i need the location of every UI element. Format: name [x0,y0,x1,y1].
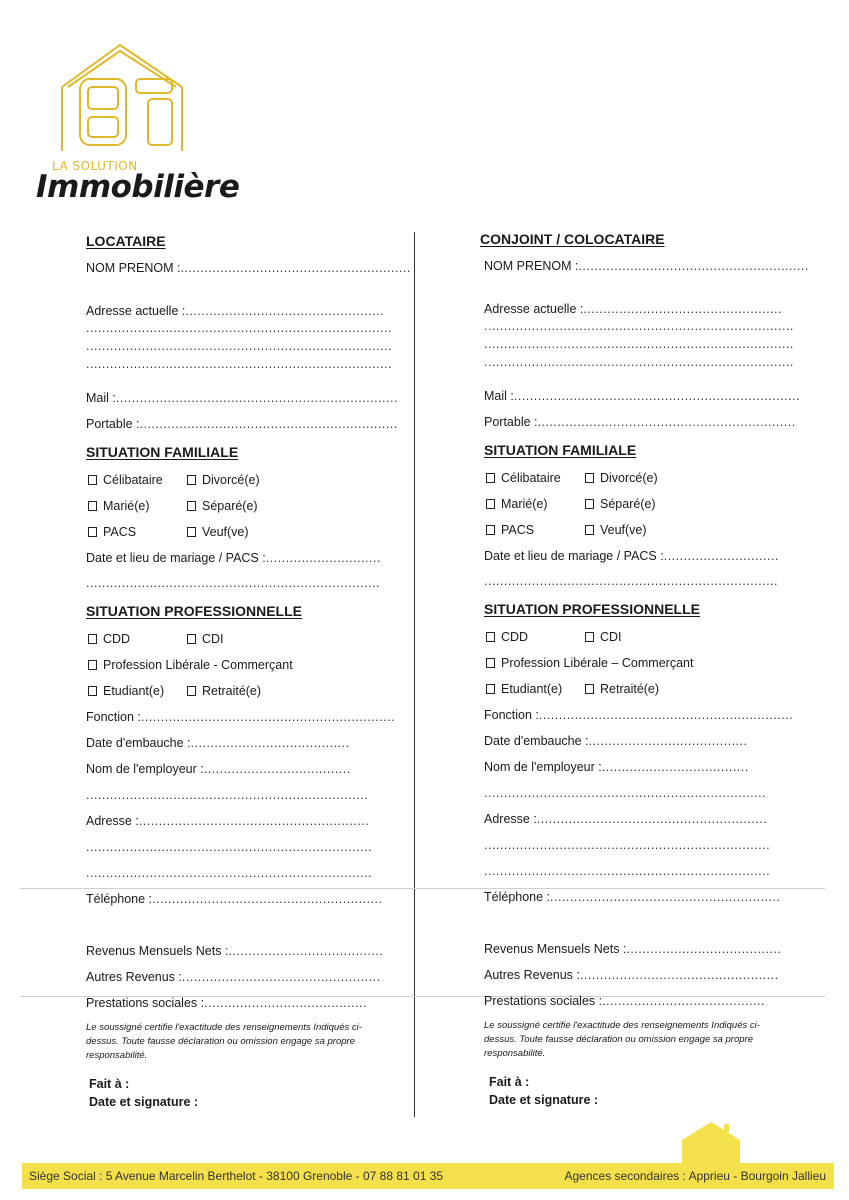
adresse-line[interactable]: .............................................................................. [484,355,794,369]
cdd-label: CDD [501,630,529,644]
nom-prenom-field[interactable]: NOM PRENOM :.......................................................... [484,259,809,273]
situation-familiale-heading: SITUATION FAMILIALE [484,442,637,458]
adresse-employeur-field[interactable]: Adresse :.......................................................... [86,814,370,828]
nom-prenom-label: NOM PRENOM : [484,259,579,273]
company-logo [30,35,240,205]
cdi-checkbox[interactable] [187,632,224,646]
employeur-field[interactable]: Nom de l'employeur :..................................... [484,760,749,774]
adresse-line[interactable]: .............................................................................. [484,337,794,351]
embauche-label: Date d'embauche : [484,734,589,748]
checkbox-icon [88,686,97,696]
checkbox-icon [486,473,495,483]
fonction-label: Fonction : [86,710,141,724]
nom-prenom-field[interactable]: NOM PRENOM :.......................................................... [86,261,411,275]
prestations-field[interactable]: Prestations sociales :......................................... [86,996,367,1010]
celibataire-label: Célibataire [103,473,163,487]
retraite-checkbox[interactable] [585,682,659,696]
adresse-employeur-line[interactable]: ........................................................................ [86,866,373,880]
adresse-employeur-line[interactable]: ........................................................................ [484,838,771,852]
mariage-label: Date et lieu de mariage / PACS : [484,549,664,563]
celibataire-checkbox[interactable] [486,471,561,485]
logo-tagline: LA SOLUTION [52,159,138,173]
adresse-employeur-label: Adresse : [86,814,139,828]
separe-label: Séparé(e) [202,499,258,513]
mail-field[interactable]: Mail :........................................................................ [484,389,800,403]
marie-checkbox[interactable] [88,499,150,513]
mariage-field[interactable]: Date et lieu de mariage / PACS :............................. [86,551,381,565]
autres-revenus-label: Autres Revenus : [86,970,182,984]
retraite-checkbox[interactable] [187,684,261,698]
mail-field[interactable]: Mail :....................................................................... [86,391,398,405]
telephone-field[interactable]: Téléphone :.......................................................... [484,890,781,904]
adresse-employeur-field[interactable]: Adresse :.......................................................... [484,812,768,826]
cdd-checkbox[interactable] [88,632,130,646]
checkbox-icon [486,632,495,642]
revenus-field[interactable]: Revenus Mensuels Nets :....................................... [484,942,782,956]
veuf-checkbox[interactable] [187,525,249,539]
checkbox-icon [486,499,495,509]
embauche-field[interactable]: Date d'embauche :........................................ [484,734,748,748]
adresse-field[interactable]: Adresse actuelle :.................................................. [86,304,385,318]
checkbox-icon [187,686,196,696]
checkbox-icon [486,658,495,668]
pacs-label: PACS [501,523,535,537]
date-signature-label: Date et signature : [489,1093,599,1107]
cdi-checkbox[interactable] [585,630,622,644]
mariage-label: Date et lieu de mariage / PACS : [86,551,266,565]
adresse-employeur-label: Adresse : [484,812,537,826]
employeur-label: Nom de l'employeur : [484,760,602,774]
pacs-checkbox[interactable] [486,523,534,537]
fait-a-label: Fait à : [89,1077,130,1091]
embauche-field[interactable]: Date d'embauche :........................................ [86,736,350,750]
date-signature-label: Date et signature : [89,1095,199,1109]
fonction-field[interactable]: Fonction :................................................................ [484,708,794,722]
telephone-label: Téléphone : [86,892,153,906]
employeur-field[interactable]: Nom de l'employeur :..................................... [86,762,351,776]
celibataire-checkbox[interactable] [88,473,163,487]
celibataire-label: Célibataire [501,471,561,485]
checkbox-icon [88,501,97,511]
locataire-heading: LOCATAIRE [86,233,166,249]
fonction-field[interactable]: Fonction :................................................................ [86,710,396,724]
separe-checkbox[interactable] [585,497,656,511]
checkbox-icon [187,501,196,511]
mail-label: Mail : [86,391,116,405]
adresse-line[interactable]: ............................................................................. [86,357,392,371]
telephone-label: Téléphone : [484,890,551,904]
etudiant-label: Etudiant(e) [501,682,563,696]
prestations-label: Prestations sociales : [484,994,603,1008]
adresse-employeur-line[interactable]: ........................................................................ [484,864,771,878]
adresse-label: Adresse actuelle : [484,302,584,316]
situation-professionnelle-heading: SITUATION PROFESSIONNELLE [86,603,302,619]
footer-bar [22,1163,834,1189]
mariage-line[interactable]: .......................................................................... [86,576,380,590]
adresse-line[interactable]: ............................................................................. [86,321,392,335]
liberale-checkbox[interactable] [486,656,693,670]
cdi-label: CDI [202,632,224,646]
cdd-checkbox[interactable] [486,630,528,644]
checkbox-icon [585,499,594,509]
liberale-label: Profession Libérale - Commerçant [103,658,293,672]
etudiant-label: Etudiant(e) [103,684,165,698]
autres-revenus-field[interactable]: Autres Revenus :.................................................. [484,968,779,982]
siege-social-text: Siège Social : 5 Avenue Marcelin Berthelot - 38100 Grenoble - 07 88 81 01 35 [29,1169,444,1183]
revenus-field[interactable]: Revenus Mensuels Nets :....................................... [86,944,384,958]
logo-brand: Immobilière [36,169,240,205]
portable-field[interactable]: Portable :................................................................. [484,415,796,429]
checkbox-icon [486,525,495,535]
nom-prenom-label: NOM PRENOM : [86,261,181,275]
mariage-field[interactable]: Date et lieu de mariage / PACS :............................. [484,549,779,563]
marie-checkbox[interactable] [486,497,548,511]
checkbox-icon [585,525,594,535]
veuf-label: Veuf(ve) [202,525,249,539]
certification-text: Le soussigné certifie l'exactitude des renseignements Indiqués ci-dessus. Toute fausse déclaration ou omission engage sa propre responsabilité. [86,1022,362,1061]
separe-checkbox[interactable] [187,499,258,513]
checkbox-icon [486,684,495,694]
checkbox-icon [187,634,196,644]
house-logo-icon [58,39,198,159]
liberale-checkbox[interactable] [88,658,293,672]
marie-label: Marié(e) [103,499,150,513]
employeur-line[interactable]: ....................................................................... [86,788,369,802]
revenus-label: Revenus Mensuels Nets : [484,942,627,956]
etudiant-checkbox[interactable] [88,684,164,698]
separe-label: Séparé(e) [600,497,656,511]
adresse-line[interactable]: ............................................................................. [86,339,392,353]
retraite-label: Retraité(e) [600,682,660,696]
checkbox-icon [585,473,594,483]
marie-label: Marié(e) [501,497,548,511]
adresse-line[interactable]: .............................................................................. [484,319,794,333]
autres-revenus-label: Autres Revenus : [484,968,580,982]
column-divider [414,232,415,1117]
employeur-line[interactable]: ....................................................................... [484,786,767,800]
mariage-line[interactable]: .......................................................................... [484,574,778,588]
checkbox-icon [88,527,97,537]
situation-familiale-heading: SITUATION FAMILIALE [86,444,239,460]
prestations-field[interactable]: Prestations sociales :......................................... [484,994,765,1008]
adresse-field[interactable]: Adresse actuelle :.................................................. [484,302,783,316]
conjoint-heading: CONJOINT / COLOCATAIRE [480,231,665,247]
etudiant-checkbox[interactable] [486,682,562,696]
fait-a-label: Fait à : [489,1075,530,1089]
adresse-label: Adresse actuelle : [86,304,186,318]
divorce-label: Divorcé(e) [600,471,658,485]
telephone-field[interactable]: Téléphone :.......................................................... [86,892,383,906]
checkbox-icon [88,660,97,670]
checkbox-icon [187,527,196,537]
mail-label: Mail : [484,389,514,403]
portable-label: Portable : [86,417,140,431]
cdi-label: CDI [600,630,622,644]
certification-text: Le soussigné certifie l'exactitude des renseignements Indiqués ci-dessus. Toute fausse déclaration ou omission engage sa propre responsabilité. [484,1020,760,1059]
autres-revenus-field[interactable]: Autres Revenus :.................................................. [86,970,381,984]
house-icon [682,1122,740,1164]
fonction-label: Fonction : [484,708,539,722]
embauche-label: Date d'embauche : [86,736,191,750]
divorce-checkbox[interactable] [585,471,658,485]
checkbox-icon [187,475,196,485]
retraite-label: Retraité(e) [202,684,262,698]
portable-field[interactable]: Portable :................................................................. [86,417,398,431]
cdd-label: CDD [103,632,131,646]
checkbox-icon [88,634,97,644]
checkbox-icon [585,684,594,694]
pacs-label: PACS [103,525,137,539]
divorce-label: Divorcé(e) [202,473,260,487]
adresse-employeur-line[interactable]: ........................................................................ [86,840,373,854]
divorce-checkbox[interactable] [187,473,260,487]
veuf-label: Veuf(ve) [600,523,647,537]
checkbox-icon [585,632,594,642]
scan-line [20,888,825,889]
veuf-checkbox[interactable] [585,523,647,537]
situation-professionnelle-heading: SITUATION PROFESSIONNELLE [484,601,700,617]
portable-label: Portable : [484,415,538,429]
pacs-checkbox[interactable] [88,525,136,539]
liberale-label: Profession Libérale – Commerçant [501,656,694,670]
employeur-label: Nom de l'employeur : [86,762,204,776]
checkbox-icon [88,475,97,485]
agences-text: Agences secondaires : Apprieu - Bourgoin Jallieu [564,1169,826,1183]
revenus-label: Revenus Mensuels Nets : [86,944,229,958]
prestations-label: Prestations sociales : [86,996,205,1010]
